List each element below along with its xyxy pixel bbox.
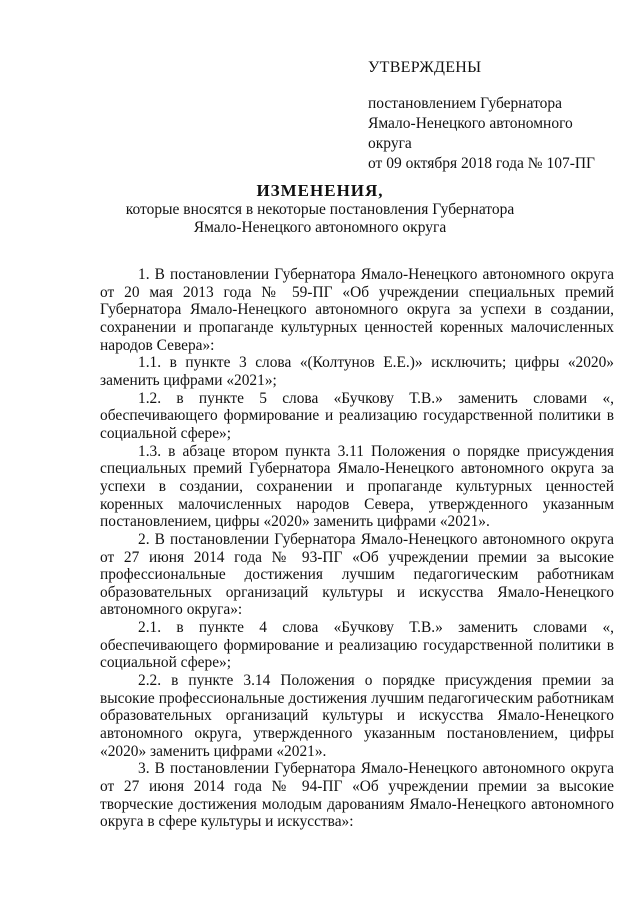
document-subtitle-line-1: которые вносятся в некоторые постановления Губернатора — [125, 201, 515, 218]
document-subtitle-line-2: Ямало-Ненецкого автономного округа — [193, 219, 447, 236]
approval-heading: УТВЕРЖДЕНЫ — [368, 59, 482, 76]
document-title: ИЗМЕНЕНИЯ, — [256, 181, 384, 200]
paragraph-2-1: 2.1. в пункте 4 слова «Бучкову Т.В.» заменить словами «, обеспечивающего формирование и реализацию государственной политики в социальной сфере»; — [100, 619, 614, 672]
paragraph-3: 3. В постановлении Губернатора Ямало-Ненецкого автономного округа от 27 июня 2014 года № 94-ПГ «Об учреждении премии за высокие творческие достижения молодым дарованиям Ямало-Ненецкого автономного округа в сфере культуры и искусства»: — [100, 760, 614, 831]
paragraph-1-1: 1.1. в пункте 3 слова «(Колтунов Е.Е.)» исключить; цифры «2020» заменить цифрами «2021»; — [100, 354, 614, 389]
approval-line-2: Ямало-Ненецкого автономного округа — [368, 115, 573, 152]
approval-block — [368, 58, 618, 174]
paragraph-1-2: 1.2. в пункте 5 слова «Бучкову Т.В.» заменить словами «, обеспечивающего формирование и реализацию государственной политики в социальной сфере»; — [100, 389, 614, 442]
paragraph-1-3: 1.3. в абзаце втором пункта 3.11 Положения о порядке присуждения специальных премий Губернатора Ямало-Ненецкого автономного округа за успехи в создании, сохранении и пропаганде культурных ценностей коренных малочисленных народов Севера, утвержденного указанным постановлением, цифры «2020» заменить цифрами «2021». — [100, 442, 614, 531]
paragraph-2-2: 2.2. в пункте 3.14 Положения о порядке присуждения премии за высокие профессиональные достижения лучшим педагогическим работникам образовательных организаций культуры и искусства Ямало-Ненецкого автономного округа, утвержденного указанным постановлением, цифры «2020» заменить цифрами «2021». — [100, 672, 614, 760]
document-body — [100, 266, 614, 831]
paragraph-1: 1. В постановлении Губернатора Ямало-Ненецкого автономного округа от 20 мая 2013 года № 59-ПГ «Об учреждении специальных премий Губернатора Ямало-Ненецкого автономного округа за успехи в создании, сохранении и пропаганде культурных ценностей коренных малочисленных народов Севера»: — [100, 266, 614, 354]
document-title-block — [60, 180, 580, 237]
approval-line-1: постановлением Губернатора — [368, 95, 563, 112]
approval-line-3: от 09 октября 2018 года № 107-ПГ — [368, 155, 596, 172]
paragraph-2: 2. В постановлении Губернатора Ямало-Ненецкого автономного округа от 27 июня 2014 года № 93-ПГ «Об учреждении премии за высокие профессиональные достижения лучшим педагогическим работникам образовательных организаций культуры и искусства Ямало-Ненецкого автономного округа»: — [100, 530, 614, 619]
